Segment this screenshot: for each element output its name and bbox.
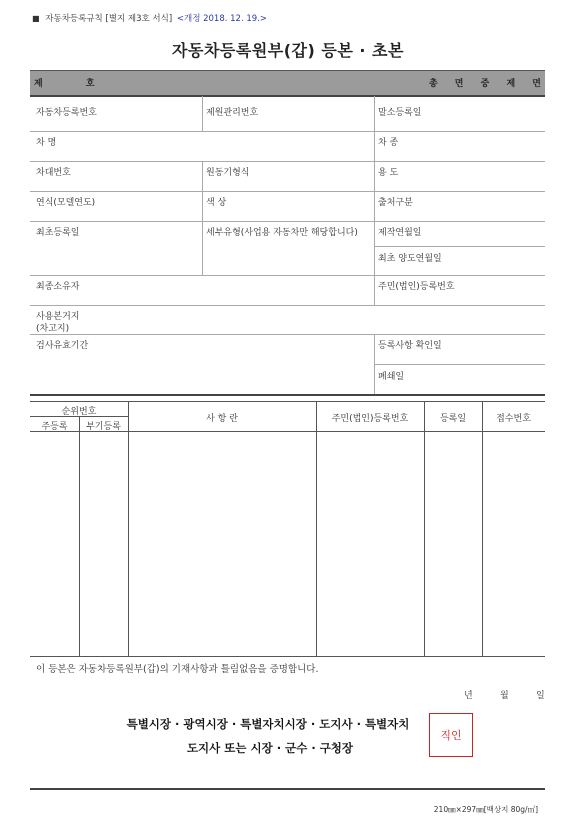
section-divider [30, 394, 545, 396]
field-model-year: 연식(모델연도) [36, 198, 96, 208]
paper-size-note: 210㎜×297㎜[백상지 80g/㎡] [433, 805, 538, 814]
square-bullet-icon: ■ [32, 14, 40, 23]
grid-line [202, 161, 203, 275]
field-color: 색 상 [206, 198, 227, 208]
field-confirm-date: 등록사항 확인일 [378, 341, 442, 351]
grid-line [30, 161, 545, 162]
official-seal: 직인 [429, 713, 473, 757]
grid-line [374, 246, 545, 247]
footer-divider [30, 788, 545, 790]
header-reg-date: 등록일 [439, 414, 467, 424]
field-origin: 출처구분 [378, 198, 413, 208]
grid-line [374, 96, 375, 305]
table-border [424, 401, 425, 656]
issuer-line-2: 도지사 또는 시장 · 군수 · 구청장 [186, 741, 354, 755]
field-spec-number: 제원관리번호 [206, 108, 259, 118]
header-resident-id: 주민(법인)등록번호 [331, 414, 409, 424]
header-item: 사 항 란 [206, 414, 238, 424]
certification-statement: 이 등본은 자동차등록원부(갑)의 기재사항과 틀림없음을 증명합니다. [36, 664, 319, 675]
field-vin: 차대번호 [36, 168, 71, 178]
grid-line [202, 96, 203, 131]
year-label: 년 [464, 691, 473, 701]
field-detail-type: 세부유형(사업용 자동차만 해당합니다) [206, 228, 358, 238]
grid-line [30, 305, 545, 306]
header-main-reg: 주등록 [41, 422, 68, 432]
field-car-name: 차 명 [36, 138, 57, 148]
table-border [128, 401, 129, 656]
document-number-label: 제 호 [34, 79, 95, 89]
document-title: 자동차등록원부(갑) 등본 · 초본 [172, 41, 404, 60]
grid-line [30, 275, 545, 276]
form-header-note [32, 12, 267, 24]
grid-line [374, 334, 375, 394]
header-sub-reg: 부기등록 [86, 422, 121, 432]
field-reg-number: 자동차등록번호 [36, 108, 97, 118]
field-car-type: 차 종 [378, 138, 399, 148]
header-receipt-no: 접수번호 [496, 414, 531, 424]
grid-line [30, 131, 545, 132]
day-label: 일 [536, 691, 545, 701]
field-first-transfer-date: 최초 양도연월일 [378, 254, 442, 264]
header-order-group: 순위번호 [61, 407, 97, 417]
field-first-reg-date: 최초등록일 [36, 228, 80, 238]
document-number-bar [30, 70, 545, 97]
form-regulation-label: 자동차등록규칙 [별지 제3호 서식] [45, 14, 173, 24]
issuer-line-1: 특별시장 · 광역시장 · 특별자치시장 · 도지사 · 특별자치 [126, 717, 410, 731]
field-engine-type: 원동기형식 [206, 168, 250, 178]
month-label: 월 [500, 691, 509, 701]
field-garage: (차고지) [36, 324, 70, 334]
field-scrap-date: 폐쇄일 [378, 372, 405, 382]
field-usage: 용 도 [378, 168, 399, 178]
grid-line [30, 334, 545, 335]
table-border [30, 401, 545, 402]
field-resident-id: 주민(법인)등록번호 [378, 282, 455, 292]
field-final-owner: 최종소유자 [36, 282, 80, 292]
field-use-address: 사용본거지 [36, 312, 80, 322]
grid-line [30, 221, 545, 222]
table-border [482, 401, 483, 656]
table-border [316, 401, 317, 656]
field-cancel-date: 말소등록일 [378, 108, 422, 118]
page-count-label: 총 면 중 제 면 [428, 79, 541, 89]
field-manufacture-date: 제작연월일 [378, 228, 422, 238]
revision-link[interactable]: <개정 2018. 12. 19.> [176, 14, 268, 24]
grid-line [374, 364, 545, 365]
grid-line [30, 191, 545, 192]
field-inspection-period: 검사유효기간 [36, 341, 89, 351]
table-border [30, 656, 545, 657]
table-border [79, 416, 80, 656]
